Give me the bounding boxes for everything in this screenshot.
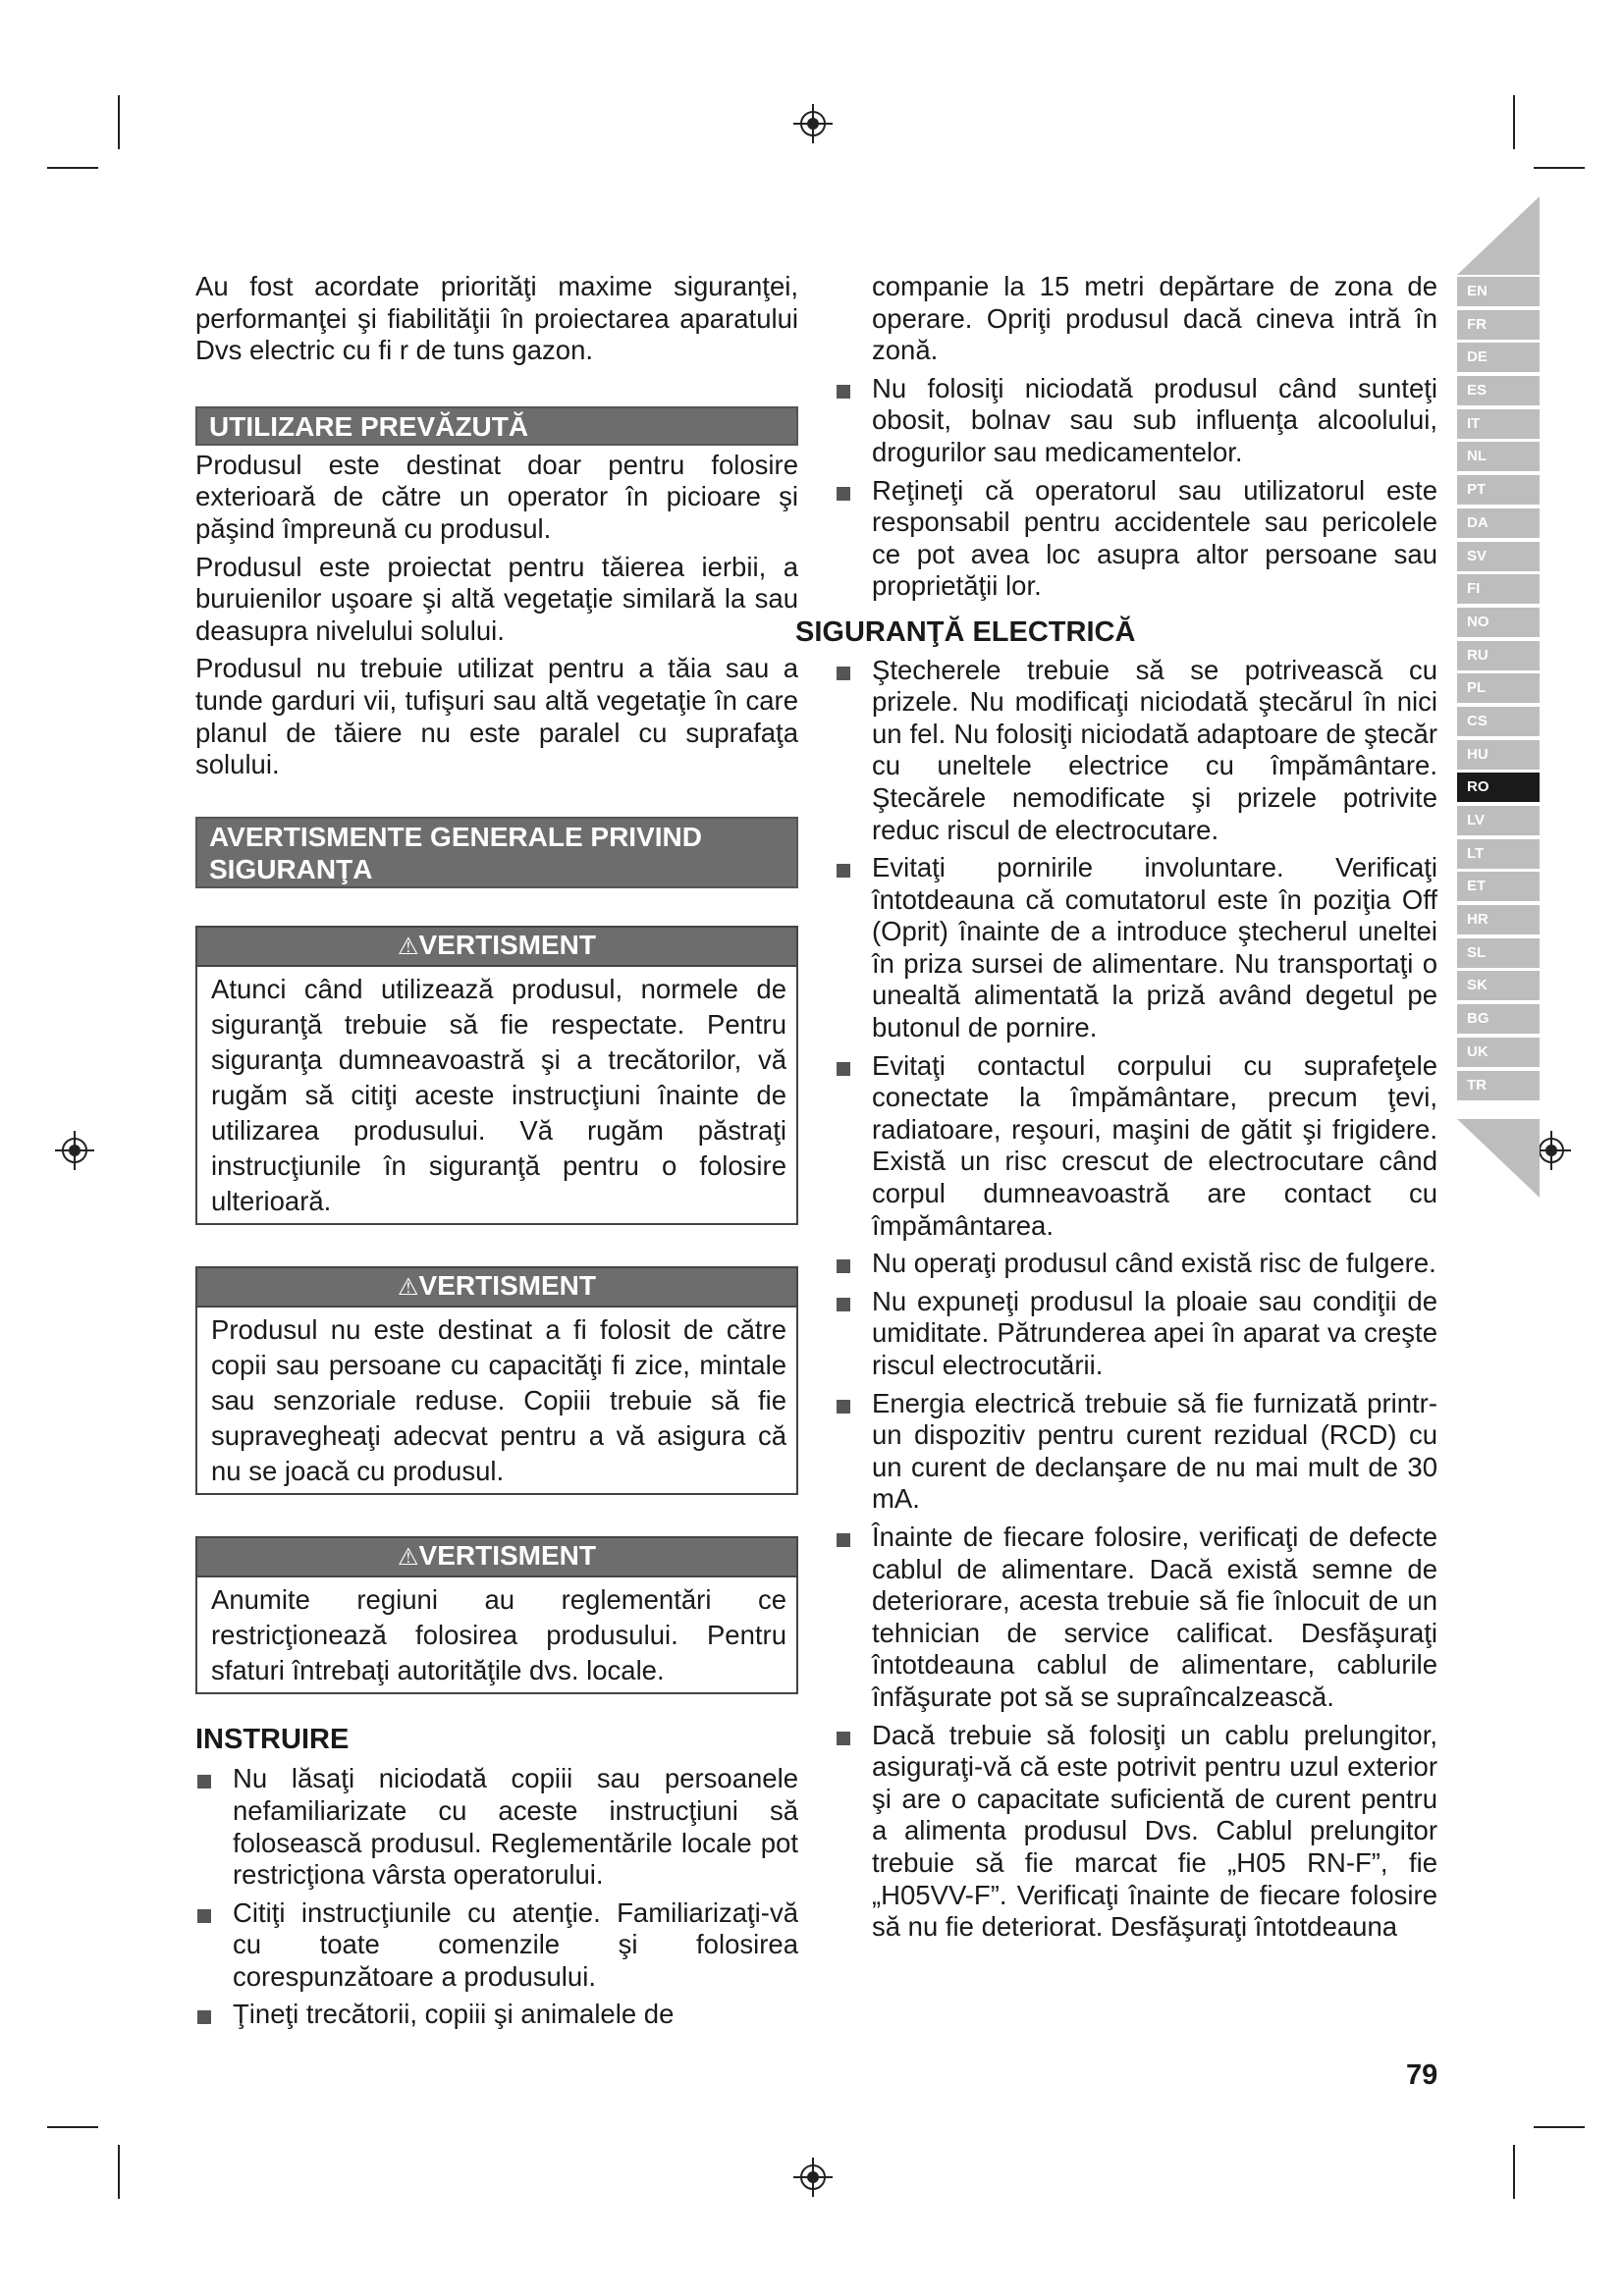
language-tab-fi[interactable]: FI <box>1457 574 1540 604</box>
language-tab-pl[interactable]: PL <box>1457 673 1540 703</box>
language-tab-sv[interactable]: SV <box>1457 542 1540 571</box>
language-tab-hr[interactable]: HR <box>1457 905 1540 934</box>
language-tab-en[interactable]: EN <box>1457 277 1540 306</box>
list-item: Evitaţi contactul corpului cu suprafeţele conectate la împământare, precum ţevi, radiatoare, reşouri, maşini de gătit şi frigidere. Există un risc crescut de electrocutare când corpul dumneavoastră are contact cu împământarea. <box>835 1050 1437 1243</box>
language-tab-nl[interactable]: NL <box>1457 442 1540 471</box>
warning-text: Atunci când utilizează produsul, normele de siguranţă trebuie să fie respectate. Pentru siguranţa dumneavoastră şi a trecătorilor, vă rugăm să citiţi aceste instrucţiuni înainte de utilizarea produsului. Vă rugăm păstraţi instrucţiunile în siguranţă pentru o folosire ulterioară. <box>211 973 786 1216</box>
crop-mark <box>1534 167 1585 169</box>
electrical-safety-list <box>835 655 1437 1944</box>
language-tab-sk[interactable]: SK <box>1457 971 1540 1000</box>
language-tab-sl[interactable]: SL <box>1457 938 1540 968</box>
language-tab-it[interactable]: IT <box>1457 409 1540 439</box>
section-heading-electrical-safety: SIGURANŢĂ ELECTRICĂ <box>795 615 1136 648</box>
intro-paragraph: Au fost acordate priorităţi maxime siguranţei, performanţei şi fiabilităţii în proiectarea aparatului Dvs electric cu fi r de tuns gazon. <box>195 271 798 366</box>
language-tab-hu[interactable]: HU <box>1457 740 1540 770</box>
list-item: Nu folosiţi niciodată produsul când sunteţi obosit, bolnav sau sub influenţa alcoolului, drogurilor sau medicamentelor. <box>835 373 1437 469</box>
section-heading-safety-warnings: AVERTISMENTE GENERALE PRIVIND SIGURANŢA <box>195 817 798 888</box>
language-tabs <box>1457 277 1540 1103</box>
warning-box <box>195 1266 798 1495</box>
warning-box <box>195 1536 798 1694</box>
warning-triangle-icon: ⚠ <box>398 1543 419 1571</box>
warning-title: VERTISMENT <box>418 1269 596 1301</box>
warning-box <box>195 926 798 1225</box>
warning-title: VERTISMENT <box>418 929 596 960</box>
right-column <box>795 271 1437 1949</box>
crop-mark <box>1513 95 1515 149</box>
language-tab-ru[interactable]: RU <box>1457 641 1540 670</box>
list-item: Energia electrică trebuie să fie furnizată printr-un dispozitiv pentru curent rezidual (RCD) cu un curent de declanşare de nu mai mult de 30 mA. <box>835 1388 1437 1516</box>
language-tab-fr[interactable]: FR <box>1457 310 1540 340</box>
language-tab-lt[interactable]: LT <box>1457 839 1540 869</box>
left-column <box>195 271 798 2037</box>
warning-triangle-icon: ⚠ <box>398 933 419 960</box>
section-heading-intended-use: UTILIZARE PREVĂZUTĂ <box>195 406 798 446</box>
intended-use-paragraph: Produsul nu trebuie utilizat pentru a tăia sau a tunde garduri vii, tufişuri sau altă vegetaţie în care planul de tăiere nu este paralel cu suprafaţa solului. <box>195 653 798 780</box>
language-tab-cs[interactable]: CS <box>1457 707 1540 736</box>
language-tab-no[interactable]: NO <box>1457 608 1540 637</box>
language-tab-da[interactable]: DA <box>1457 508 1540 538</box>
crop-mark <box>118 95 120 149</box>
training-list-continued <box>835 373 1437 603</box>
language-tab-pt[interactable]: PT <box>1457 475 1540 505</box>
tab-strip-top-triangle <box>1457 196 1540 275</box>
list-item: Ştecherele trebuie să se potrivească cu prizele. Nu modificaţi niciodată ştecărul în nici un fel. Nu folosiţi niciodată adaptoare de ştecăr cu uneltele electrice cu împământare. Ştecărele nemodificate şi prizele potrivite reduc riscul de electrocutare. <box>835 655 1437 847</box>
registration-mark-icon <box>793 2158 833 2197</box>
language-tab-uk[interactable]: UK <box>1457 1038 1540 1067</box>
language-tab-tr[interactable]: TR <box>1457 1071 1540 1100</box>
list-item: Reţineţi că operatorul sau utilizatorul este responsabil pentru accidentele sau pericolele ce pot avea loc asupra altor persoane sau proprietăţii lor. <box>835 475 1437 603</box>
warning-header <box>197 1268 796 1308</box>
warning-triangle-icon: ⚠ <box>398 1273 419 1301</box>
list-item: Înainte de fiecare folosire, verificaţi de defecte cablul de alimentare. Dacă există semne de deteriorare, acesta trebuie să fie înlocuit de un tehnician de service calificat. Desfăşuraţi întotdeauna cablul de alimentare, cablurile înfăşurate pot să se supraîncalzească. <box>835 1522 1437 1714</box>
language-tab-de[interactable]: DE <box>1457 343 1540 372</box>
list-item: Ţineţi trecătorii, copiii şi animalele de <box>195 1999 798 2031</box>
training-list <box>195 1763 798 2031</box>
list-item: Evitaţi pornirile involuntare. Verificaţi întotdeauna că comutatorul este în poziţia Off (Oprit) înainte de a introduce ştecherul uneltei în priza sursei de alimentare. Nu transportaţi o unealtă alimentată la priză având degetul pe butonul de pornire. <box>835 852 1437 1044</box>
language-tab-es[interactable]: ES <box>1457 376 1540 405</box>
crop-mark <box>1513 2145 1515 2199</box>
list-item: Nu operaţi produsul când există risc de fulgere. <box>835 1248 1437 1280</box>
registration-mark-icon <box>793 104 833 143</box>
warning-header <box>197 1538 796 1577</box>
intended-use-paragraph: Produsul este proiectat pentru tăierea ierbii, a buruienilor uşoare şi altă vegetaţie similară la sau deasupra nivelului solului. <box>195 551 798 646</box>
crop-mark <box>1534 2126 1585 2128</box>
list-item: Nu lăsaţi niciodată copiii sau persoanele nefamiliarizate cu aceste instrucţiuni să folosească produsul. Reglementările locale pot restricţiona vârsta operatorului. <box>195 1763 798 1891</box>
language-tab-ro[interactable]: RO <box>1457 773 1540 802</box>
crop-mark <box>118 2145 120 2199</box>
list-item: Nu expuneţi produsul la ploaie sau condiţii de umiditate. Pătrunderea apei în aparat va creşte riscul electrocutării. <box>835 1286 1437 1382</box>
list-item: Citiţi instrucţiunile cu atenţie. Familiarizaţi-vă cu toate comenzile şi folosirea corespunzătoare a produsului. <box>195 1897 798 1994</box>
section-heading-training: INSTRUIRE <box>195 1723 350 1755</box>
registration-mark-icon <box>55 1131 94 1170</box>
crop-mark <box>47 167 98 169</box>
crop-mark <box>47 2126 98 2128</box>
warning-text: Anumite regiuni au reglementări ce restricţionează folosirea produsului. Pentru sfaturi întrebaţi autorităţile dvs. locale. <box>211 1583 786 1685</box>
language-tab-bg[interactable]: BG <box>1457 1004 1540 1034</box>
warning-text: Produsul nu este destinat a fi folosit de către copii sau persoane cu capacităţi fi zice, mintale sau senzoriale reduse. Copiii trebuie să fie supravegheaţi adecvat pentru a vă asigura că nu se joacă cu produsul. <box>211 1313 786 1486</box>
page-number: 79 <box>1406 2059 1438 2091</box>
list-item: Dacă trebuie să folosiţi un cablu prelungitor, asiguraţi-vă că este potrivit pentru uzul exterior şi are o capacitate suficientă de curent pentru a alimenta produsul Dvs. Cablul prelungitor trebuie să fie marcat fie „H05 RN-F”, fie „H05VV-F”. Verificaţi înainte de fiecare folosire să nu fie deteriorat. Desfăşuraţi întotdeauna <box>835 1720 1437 1944</box>
warning-title: VERTISMENT <box>418 1539 596 1571</box>
tab-strip-bottom-triangle <box>1457 1119 1540 1198</box>
intended-use-paragraph: Produsul este destinat doar pentru folosire exterioară de către un operator în picioare şi păşind împreună cu produsul. <box>195 449 798 544</box>
language-tab-et[interactable]: ET <box>1457 872 1540 901</box>
continued-text: companie la 15 metri depărtare de zona de operare. Opriţi produsul dacă cineva intră în zonă. <box>872 271 1437 366</box>
warning-header <box>197 928 796 967</box>
language-tab-lv[interactable]: LV <box>1457 806 1540 835</box>
